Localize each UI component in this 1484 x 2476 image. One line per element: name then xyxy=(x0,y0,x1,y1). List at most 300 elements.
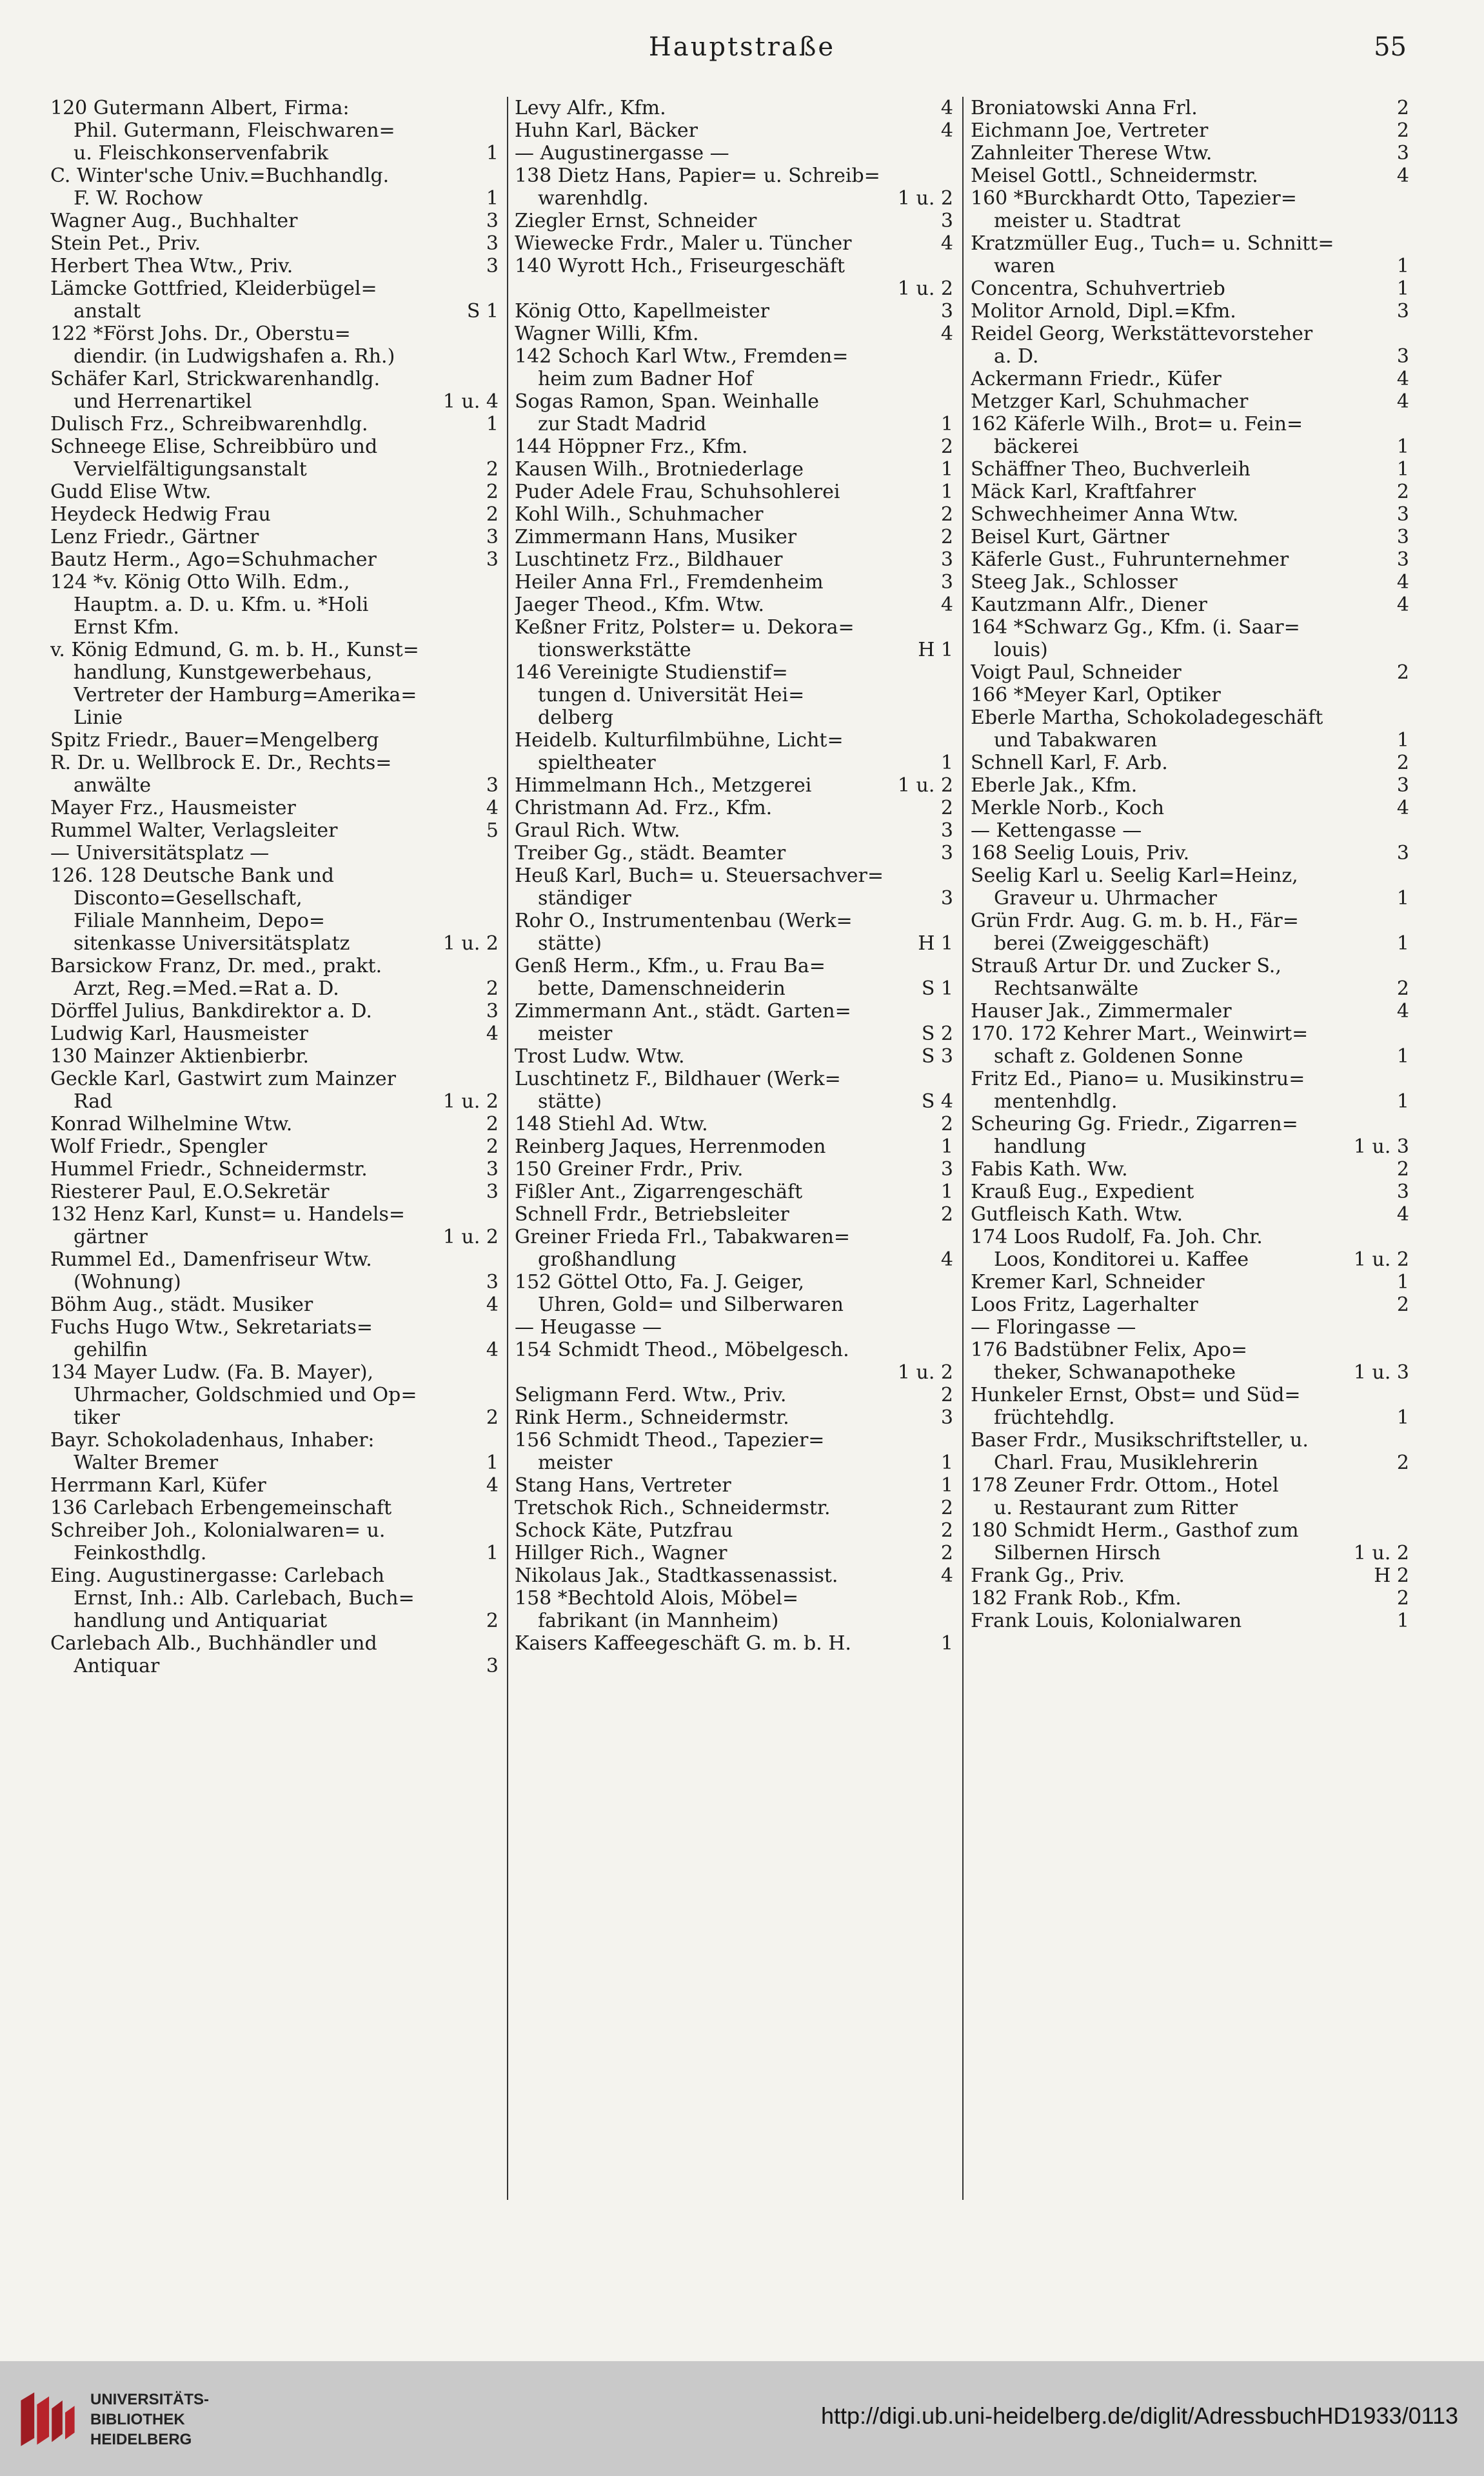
entry-text: Disconto=Gesellschaft, xyxy=(74,887,302,910)
directory-entry-line xyxy=(515,1113,953,1135)
entry-text: Greiner Frieda Frl., Tabakwaren= xyxy=(515,1226,851,1248)
directory-column-2 xyxy=(515,97,953,1655)
entry-text: Filiale Mannheim, Depo= xyxy=(74,910,326,932)
directory-entry-line xyxy=(971,165,1409,187)
directory-entry-line xyxy=(515,774,953,797)
directory-entry-line xyxy=(971,435,1409,458)
entry-text: 124 *v. König Otto Wilh. Edm., xyxy=(50,571,350,594)
entry-text: 166 *Meyer Karl, Optiker xyxy=(971,684,1221,706)
floor-number: 2 xyxy=(1396,1293,1409,1316)
entry-text: Bayr. Schokoladenhaus, Inhaber: xyxy=(50,1429,375,1452)
directory-entry-line xyxy=(971,345,1409,368)
entry-text: Baser Frdr., Musikschriftsteller, u. xyxy=(971,1429,1309,1452)
floor-number: 1 u. 2 xyxy=(442,932,499,955)
floor-number: 1 xyxy=(1396,1271,1409,1293)
directory-entry-line xyxy=(50,1316,499,1339)
entry-text: u. Fleischkonservenfabrik xyxy=(74,142,329,165)
directory-entry-line xyxy=(50,390,499,413)
library-name-line: BIBLIOTHEK xyxy=(90,2411,185,2428)
entry-text: Wiewecke Frdr., Maler u. Tüncher xyxy=(515,232,852,255)
entry-text: Rummel Walter, Verlagsleiter xyxy=(50,819,338,842)
floor-number: 1 u. 2 xyxy=(1353,1248,1409,1271)
entry-text: Schneege Elise, Schreibbüro und xyxy=(50,435,378,458)
entry-text: Schäffner Theo, Buchverleih xyxy=(971,458,1251,481)
entry-text: 126. 128 Deutsche Bank und xyxy=(50,864,334,887)
entry-text: Lämcke Gottfried, Kleiderbügel= xyxy=(50,277,377,300)
directory-entry-line xyxy=(515,1158,953,1181)
entry-text: louis) xyxy=(994,639,1048,661)
directory-entry-line xyxy=(515,932,953,955)
entry-text: bäckerei xyxy=(994,435,1079,458)
entry-text: 182 Frank Rob., Kfm. xyxy=(971,1587,1182,1610)
directory-entry-line xyxy=(50,1045,499,1068)
floor-number: H 1 xyxy=(918,932,953,955)
floor-number: 4 xyxy=(1396,1000,1409,1023)
entry-text: delberg xyxy=(538,706,614,729)
directory-entry-line xyxy=(50,435,499,458)
entry-text: Meisel Gottl., Schneidermstr. xyxy=(971,165,1258,187)
floor-number: 4 xyxy=(1396,1203,1409,1226)
directory-entry-line xyxy=(50,1339,499,1361)
directory-entry-line xyxy=(971,1610,1409,1632)
directory-entry-line xyxy=(50,526,499,548)
directory-entry-line xyxy=(50,1248,499,1271)
floor-number: 3 xyxy=(486,232,499,255)
floor-number: 1 xyxy=(486,187,499,210)
entry-text: Krauß Eug., Expedient xyxy=(971,1181,1194,1203)
entry-text: (Wohnung) xyxy=(74,1271,181,1293)
entry-text: 180 Schmidt Herm., Gasthof zum xyxy=(971,1519,1299,1542)
floor-number: 3 xyxy=(486,526,499,548)
entry-text: Feinkosthdlg. xyxy=(74,1542,207,1564)
directory-entry-line xyxy=(971,1090,1409,1113)
directory-entry-line xyxy=(50,1542,499,1564)
entry-text: Ackermann Friedr., Küfer xyxy=(971,368,1222,390)
floor-number: 1 xyxy=(940,752,953,774)
floor-number: 1 xyxy=(940,458,953,481)
entry-text: Wolf Friedr., Spengler xyxy=(50,1135,268,1158)
directory-entry-line xyxy=(50,323,499,345)
entry-text: theker, Schwanapotheke xyxy=(994,1361,1236,1384)
floor-number: 1 xyxy=(940,1452,953,1474)
directory-entry-line xyxy=(515,390,953,413)
floor-number: 1 xyxy=(1396,729,1409,752)
library-name-line: UNIVERSITÄTS- xyxy=(90,2391,210,2408)
floor-number: 2 xyxy=(940,1497,953,1519)
directory-entry-line xyxy=(971,368,1409,390)
floor-number: 4 xyxy=(940,1564,953,1587)
directory-entry-line xyxy=(971,187,1409,210)
entry-text: 164 *Schwarz Gg., Kfm. (i. Saar= xyxy=(971,616,1300,639)
entry-text: Beisel Kurt, Gärtner xyxy=(971,526,1169,548)
directory-entry-line xyxy=(50,210,499,232)
floor-number: 1 xyxy=(1396,458,1409,481)
entry-text: warenhdlg. xyxy=(538,187,649,210)
entry-text: Broniatowski Anna Frl. xyxy=(971,97,1198,119)
floor-number: 4 xyxy=(1396,390,1409,413)
directory-entry-line xyxy=(971,1068,1409,1090)
entry-text: 150 Greiner Frdr., Priv. xyxy=(515,1158,744,1181)
entry-text: Kaisers Kaffeegeschäft G. m. b. H. xyxy=(515,1632,851,1655)
entry-text: Mäck Karl, Kraftfahrer xyxy=(971,481,1196,503)
directory-entry-line xyxy=(515,752,953,774)
entry-text: — Universitätsplatz — xyxy=(50,842,270,864)
directory-entry-line xyxy=(50,571,499,594)
floor-number: 3 xyxy=(940,1406,953,1429)
directory-entry-line xyxy=(50,413,499,435)
directory-entry-line xyxy=(515,910,953,932)
directory-entry-line xyxy=(971,255,1409,277)
entry-text: Carlebach Alb., Buchhändler und xyxy=(50,1632,377,1655)
directory-entry-line xyxy=(971,97,1409,119)
entry-text: Puder Adele Frau, Schuhsohlerei xyxy=(515,481,840,503)
entry-text: Zimmermann Hans, Musiker xyxy=(515,526,797,548)
floor-number: 1 u. 2 xyxy=(897,1361,953,1384)
entry-text: Molitor Arnold, Dipl.=Kfm. xyxy=(971,300,1236,323)
directory-entry-line xyxy=(50,752,499,774)
entry-text: 174 Loos Rudolf, Fa. Joh. Chr. xyxy=(971,1226,1263,1248)
section-heading xyxy=(515,142,953,165)
entry-text: Hillger Rich., Wagner xyxy=(515,1542,727,1564)
entry-text: Kremer Karl, Schneider xyxy=(971,1271,1205,1293)
directory-entry-line xyxy=(515,232,953,255)
entry-text: 168 Seelig Louis, Priv. xyxy=(971,842,1190,864)
directory-entry-line xyxy=(515,458,953,481)
entry-text: — Floringasse — xyxy=(971,1316,1136,1339)
floor-number: 4 xyxy=(486,1339,499,1361)
entry-text: 144 Höppner Frz., Kfm. xyxy=(515,435,748,458)
directory-entry-line xyxy=(515,548,953,571)
floor-number: 1 xyxy=(486,142,499,165)
directory-entry-line xyxy=(50,594,499,616)
floor-number: S 1 xyxy=(921,977,953,1000)
floor-number: 4 xyxy=(486,797,499,819)
entry-text: Kratzmüller Eug., Tuch= u. Schnitt= xyxy=(971,232,1334,255)
directory-entry-line xyxy=(515,977,953,1000)
directory-entry-line xyxy=(515,955,953,977)
entry-text: Scheuring Gg. Friedr., Zigarren= xyxy=(971,1113,1298,1135)
entry-text: Heydeck Hedwig Frau xyxy=(50,503,271,526)
floor-number: 3 xyxy=(486,1655,499,1677)
directory-entry-line xyxy=(971,1542,1409,1564)
directory-entry-line xyxy=(515,481,953,503)
directory-entry-line xyxy=(50,345,499,368)
entry-text: Schock Käte, Putzfrau xyxy=(515,1519,733,1542)
directory-entry-line xyxy=(971,119,1409,142)
floor-number: S 3 xyxy=(921,1045,953,1068)
entry-text: Ziegler Ernst, Schneider xyxy=(515,210,757,232)
floor-number: 4 xyxy=(940,232,953,255)
entry-text: Mayer Frz., Hausmeister xyxy=(50,797,296,819)
floor-number: 2 xyxy=(940,503,953,526)
floor-number: 2 xyxy=(1396,1587,1409,1610)
directory-entry-line xyxy=(515,300,953,323)
entry-text: handlung xyxy=(994,1135,1087,1158)
floor-number: 3 xyxy=(1396,345,1409,368)
entry-text: Huhn Karl, Bäcker xyxy=(515,119,698,142)
directory-entry-line xyxy=(515,1384,953,1406)
entry-text: Genß Herm., Kfm., u. Frau Ba= xyxy=(515,955,826,977)
floor-number: 1 xyxy=(940,1632,953,1655)
directory-entry-line xyxy=(50,797,499,819)
entry-text: Rechtsanwälte xyxy=(994,977,1139,1000)
floor-number: 2 xyxy=(486,1406,499,1429)
entry-text: Hauser Jak., Zimmermaler xyxy=(971,1000,1232,1023)
floor-number: 2 xyxy=(486,1113,499,1135)
directory-entry-line xyxy=(515,797,953,819)
entry-text: gehilfin xyxy=(74,1339,148,1361)
entry-text: Eberle Jak., Kfm. xyxy=(971,774,1138,797)
directory-entry-line xyxy=(515,1361,953,1384)
entry-text: früchtehdlg. xyxy=(994,1406,1115,1429)
entry-text: gärtner xyxy=(74,1226,148,1248)
directory-entry-line xyxy=(515,187,953,210)
floor-number: 3 xyxy=(940,887,953,910)
entry-text: Rad xyxy=(74,1090,113,1113)
directory-entry-line xyxy=(50,1497,499,1519)
entry-text: bette, Damenschneiderin xyxy=(538,977,786,1000)
directory-entry-line xyxy=(515,1271,953,1293)
entry-text: spieltheater xyxy=(538,752,656,774)
entry-text: stätte) xyxy=(538,932,602,955)
entry-text: Treiber Gg., städt. Beamter xyxy=(515,842,786,864)
directory-entry-line xyxy=(515,1135,953,1158)
floor-number: 4 xyxy=(1396,594,1409,616)
footer-bar xyxy=(0,2361,1484,2476)
floor-number: 2 xyxy=(486,458,499,481)
directory-entry-line xyxy=(971,1023,1409,1045)
directory-entry-line xyxy=(515,323,953,345)
floor-number: S 2 xyxy=(921,1023,953,1045)
entry-text: 152 Göttel Otto, Fa. J. Geiger, xyxy=(515,1271,805,1293)
directory-entry-line xyxy=(515,1632,953,1655)
floor-number: 3 xyxy=(1396,526,1409,548)
directory-entry-line xyxy=(971,1203,1409,1226)
section-heading xyxy=(515,1316,953,1339)
entry-text: Fuchs Hugo Wtw., Sekretariats= xyxy=(50,1316,373,1339)
entry-text: 134 Mayer Ludw. (Fa. B. Mayer), xyxy=(50,1361,374,1384)
directory-entry-line xyxy=(515,413,953,435)
entry-text: Frank Gg., Priv. xyxy=(971,1564,1125,1587)
floor-number: 2 xyxy=(940,435,953,458)
entry-text: Antiquar xyxy=(74,1655,160,1677)
entry-text: Konrad Wilhelmine Wtw. xyxy=(50,1113,293,1135)
directory-entry-line xyxy=(50,1519,499,1542)
entry-text: — Heugasse — xyxy=(515,1316,662,1339)
entry-text: Geckle Karl, Gastwirt zum Mainzer xyxy=(50,1068,396,1090)
entry-text: Lenz Friedr., Gärtner xyxy=(50,526,259,548)
entry-text: Arzt, Reg.=Med.=Rat a. D. xyxy=(74,977,339,1000)
entry-text: Eichmann Joe, Vertreter xyxy=(971,119,1209,142)
directory-entry-line xyxy=(971,1564,1409,1587)
directory-entry-line xyxy=(971,1293,1409,1316)
floor-number: 3 xyxy=(1396,774,1409,797)
directory-entry-line xyxy=(515,1429,953,1452)
directory-entry-line xyxy=(50,1271,499,1293)
entry-text: Heidelb. Kulturfilmbühne, Licht= xyxy=(515,729,844,752)
entry-text: meister u. Stadtrat xyxy=(994,210,1181,232)
entry-text: Eberle Martha, Schokoladegeschäft xyxy=(971,706,1323,729)
directory-entry-line xyxy=(515,1226,953,1248)
directory-entry-line xyxy=(971,842,1409,864)
directory-entry-line xyxy=(971,684,1409,706)
floor-number: 1 xyxy=(1396,277,1409,300)
entry-text: Silbernen Hirsch xyxy=(994,1542,1161,1564)
entry-text: Walter Bremer xyxy=(74,1452,219,1474)
directory-entry-line xyxy=(50,864,499,887)
entry-text: Loos, Konditorei u. Kaffee xyxy=(994,1248,1249,1271)
directory-entry-line xyxy=(971,594,1409,616)
directory-entry-line xyxy=(515,1293,953,1316)
entry-text: meister xyxy=(538,1452,613,1474)
floor-number: 1 u. 2 xyxy=(442,1226,499,1248)
floor-number: 3 xyxy=(486,1158,499,1181)
entry-text: Hauptm. a. D. u. Kfm. u. *Holi xyxy=(74,594,369,616)
directory-entry-line xyxy=(515,1406,953,1429)
entry-text: handlung und Antiquariat xyxy=(74,1610,328,1632)
directory-entry-line xyxy=(971,1361,1409,1384)
entry-text: Vervielfältigungsanstalt xyxy=(74,458,307,481)
directory-entry-line xyxy=(50,1135,499,1158)
entry-text: Steeg Jak., Schlosser xyxy=(971,571,1178,594)
directory-entry-line xyxy=(50,932,499,955)
entry-text: Gudd Elise Wtw. xyxy=(50,481,212,503)
entry-text: Heuß Karl, Buch= u. Steuersachver= xyxy=(515,864,884,887)
entry-text: — Kettengasse — xyxy=(971,819,1142,842)
entry-text: 154 Schmidt Theod., Möbelgesch. xyxy=(515,1339,849,1361)
directory-entry-line xyxy=(50,1632,499,1655)
floor-number: 2 xyxy=(940,1519,953,1542)
directory-entry-line xyxy=(515,842,953,864)
floor-number: 1 xyxy=(486,413,499,435)
floor-number: 2 xyxy=(1396,119,1409,142)
floor-number: 2 xyxy=(486,503,499,526)
source-url[interactable]: http://digi.ub.uni-heidelberg.de/diglit/AdressbuchHD1933/0113 xyxy=(821,2402,1458,2429)
directory-entry-line xyxy=(50,187,499,210)
directory-entry-line xyxy=(50,300,499,323)
entry-text: Fabis Kath. Ww. xyxy=(971,1158,1128,1181)
entry-text: Himmelmann Hch., Metzgerei xyxy=(515,774,812,797)
floor-number: S 1 xyxy=(466,300,499,323)
directory-entry-line xyxy=(515,616,953,639)
directory-entry-line xyxy=(50,481,499,503)
directory-entry-line xyxy=(971,142,1409,165)
floor-number: 3 xyxy=(1396,142,1409,165)
directory-entry-line xyxy=(515,526,953,548)
entry-text: Christmann Ad. Frz., Kfm. xyxy=(515,797,773,819)
floor-number: 2 xyxy=(1396,661,1409,684)
entry-text: ständiger xyxy=(538,887,631,910)
directory-entry-line xyxy=(515,1564,953,1587)
directory-entry-line xyxy=(515,1497,953,1519)
entry-text: u. Restaurant zum Ritter xyxy=(994,1497,1238,1519)
floor-number: 1 xyxy=(486,1452,499,1474)
floor-number: S 4 xyxy=(921,1090,953,1113)
directory-entry-line xyxy=(515,1181,953,1203)
directory-entry-line xyxy=(515,1542,953,1564)
directory-entry-line xyxy=(50,661,499,684)
directory-entry-line xyxy=(971,1226,1409,1248)
directory-entry-line xyxy=(50,819,499,842)
directory-entry-line xyxy=(971,571,1409,594)
directory-entry-line xyxy=(515,819,953,842)
directory-entry-line xyxy=(971,1181,1409,1203)
directory-entry-line xyxy=(971,503,1409,526)
directory-entry-line xyxy=(971,910,1409,932)
entry-text: Metzger Karl, Schuhmacher xyxy=(971,390,1249,413)
directory-entry-line xyxy=(50,1429,499,1452)
entry-text: Zahnleiter Therese Wtw. xyxy=(971,142,1212,165)
directory-entry-line xyxy=(50,774,499,797)
directory-entry-line xyxy=(50,1655,499,1677)
floor-number: 1 xyxy=(940,1181,953,1203)
entry-text: Dörffel Julius, Bankdirektor a. D. xyxy=(50,1000,372,1023)
floor-number: 1 u. 2 xyxy=(897,277,953,300)
entry-text: Nikolaus Jak., Stadtkassenassist. xyxy=(515,1564,838,1587)
directory-entry-line xyxy=(971,277,1409,300)
entry-text: 156 Schmidt Theod., Tapezier= xyxy=(515,1429,825,1452)
entry-text: Fißler Ant., Zigarrengeschäft xyxy=(515,1181,803,1203)
directory-entry-line xyxy=(50,729,499,752)
floor-number: 3 xyxy=(1396,548,1409,571)
entry-text: Loos Fritz, Lagerhalter xyxy=(971,1293,1198,1316)
directory-entry-line xyxy=(50,706,499,729)
entry-text: 138 Dietz Hans, Papier= u. Schreib= xyxy=(515,165,880,187)
entry-text: tiker xyxy=(74,1406,120,1429)
directory-entry-line xyxy=(515,119,953,142)
floor-number: 1 u. 3 xyxy=(1353,1361,1409,1384)
entry-text: 142 Schoch Karl Wtw., Fremden= xyxy=(515,345,849,368)
entry-text: Kausen Wilh., Brotniederlage xyxy=(515,458,804,481)
floor-number: 3 xyxy=(1396,842,1409,864)
entry-text: Rummel Ed., Damenfriseur Wtw. xyxy=(50,1248,372,1271)
directory-entry-line xyxy=(50,165,499,187)
floor-number: 3 xyxy=(940,300,953,323)
floor-number: 2 xyxy=(1396,481,1409,503)
entry-text: Schwechheimer Anna Wtw. xyxy=(971,503,1239,526)
floor-number: 2 xyxy=(940,526,953,548)
directory-entry-line xyxy=(515,1452,953,1474)
floor-number: 2 xyxy=(486,1135,499,1158)
floor-number: 1 u. 4 xyxy=(442,390,499,413)
directory-entry-line xyxy=(515,594,953,616)
directory-entry-line xyxy=(515,1587,953,1610)
entry-text: Grün Frdr. Aug. G. m. b. H., Fär= xyxy=(971,910,1299,932)
library-name-line: HEIDELBERG xyxy=(90,2431,192,2448)
directory-entry-line xyxy=(50,1587,499,1610)
directory-entry-line xyxy=(971,232,1409,255)
directory-entry-line xyxy=(50,684,499,706)
entry-text: fabrikant (in Mannheim) xyxy=(538,1610,779,1632)
entry-text: anstalt xyxy=(74,300,141,323)
floor-number: 4 xyxy=(486,1474,499,1497)
floor-number: 1 xyxy=(940,481,953,503)
floor-number: 4 xyxy=(1396,368,1409,390)
directory-entry-line xyxy=(515,368,953,390)
directory-entry-line xyxy=(515,435,953,458)
entry-text: Schnell Karl, F. Arb. xyxy=(971,752,1168,774)
entry-text: Uhren, Gold= und Silberwaren xyxy=(538,1293,844,1316)
entry-text: 158 *Bechtold Alois, Möbel= xyxy=(515,1587,799,1610)
page-header xyxy=(0,32,1484,77)
entry-text: Concentra, Schuhvertrieb xyxy=(971,277,1225,300)
entry-text: Luschtinetz Frz., Bildhauer xyxy=(515,548,783,571)
entry-text: handlung, Kunstgewerbehaus, xyxy=(74,661,373,684)
entry-text: Heiler Anna Frl., Fremdenheim xyxy=(515,571,824,594)
entry-text: 122 *Först Johs. Dr., Oberstu= xyxy=(50,323,351,345)
entry-text: — Augustinergasse — xyxy=(515,142,729,165)
directory-entry-line xyxy=(50,1384,499,1406)
